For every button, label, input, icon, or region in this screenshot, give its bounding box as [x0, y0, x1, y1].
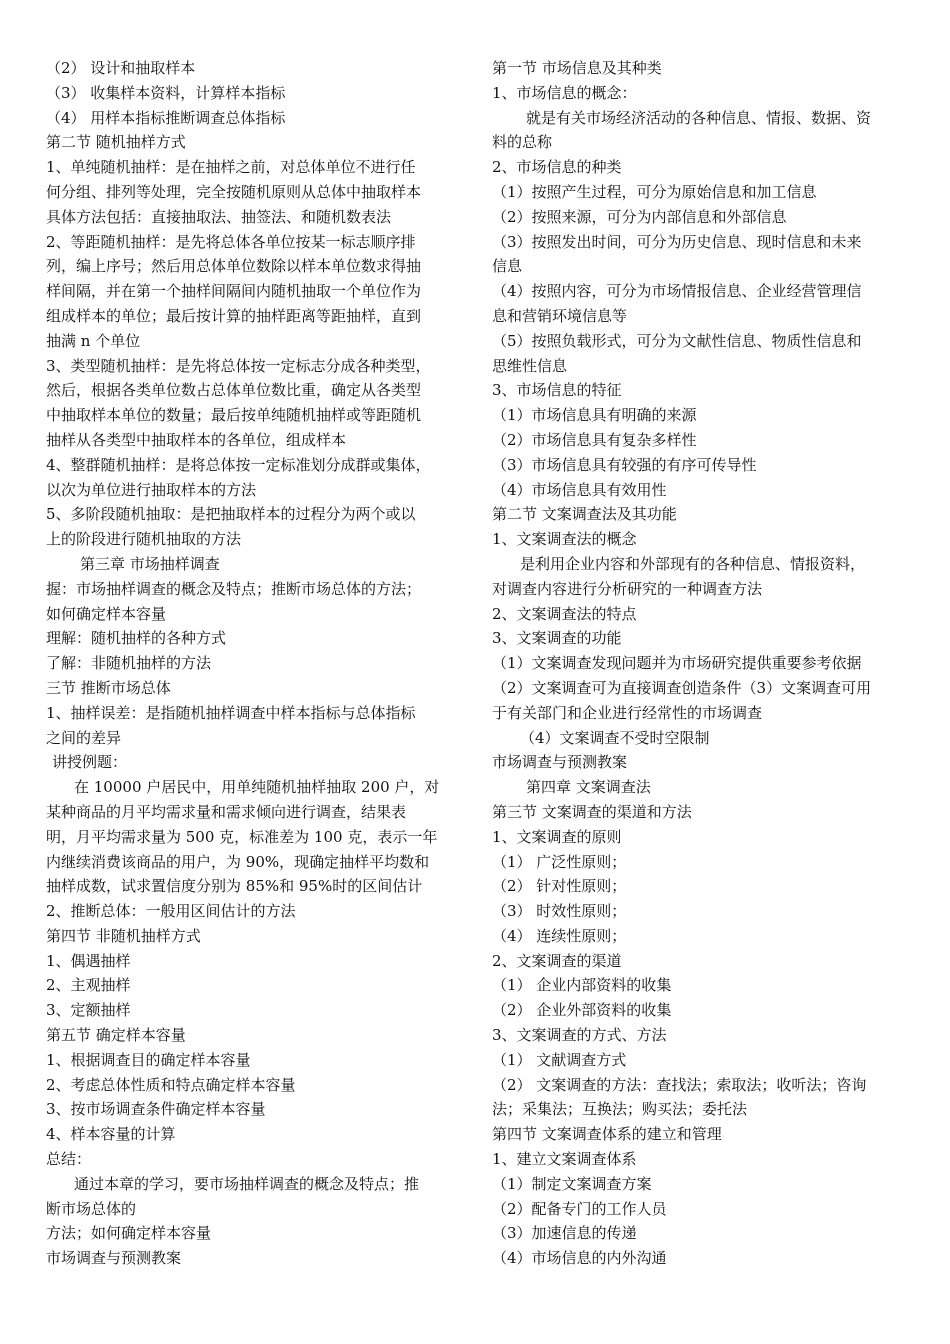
text-line: 了解：非随机抽样的方法	[46, 654, 212, 673]
text-line: （2）配备专门的工作人员	[492, 1199, 667, 1218]
text-line: 5、多阶段随机抽取：是把抽取样本的过程分为两个或以	[46, 505, 416, 524]
text-line: 之间的差异	[46, 728, 122, 747]
text-line: （2） 设计和抽取样本	[46, 59, 196, 77]
text-line: 1、抽样误差：是指随机抽样调查中样本指标与总体指标	[46, 703, 416, 722]
text-line: 抽样成数，试求置信度分别为 85%和 95%时的区间估计	[46, 877, 423, 896]
text-line: 具体方法包括：直接抽取法、抽签法、和随机数表法	[46, 207, 392, 226]
text-line: 第三节 文案调查的渠道和方法	[492, 802, 692, 821]
left-column	[46, 56, 462, 1271]
text-line: （4）市场信息具有效用性	[492, 480, 667, 499]
text-line: （1）制定文案调查方案	[492, 1174, 652, 1193]
text-line: 中抽取样本单位的数量；最后按单纯随机抽样或等距随机	[46, 406, 422, 425]
text-line: 是利用企业内容和外部现有的各种信息、情报资料，	[520, 554, 866, 573]
text-line: 某种商品的月平均需求量和需求倾向进行调查，结果表	[46, 802, 407, 821]
text-line: 明，月平均需求量为 500 克，标准差为 100 克，表示一年	[46, 827, 438, 846]
text-line: 1、文案调查法的概念	[492, 530, 637, 549]
text-line: （4）按照内容，可分为市场情报信息、企业经营管理信	[492, 282, 862, 301]
text-line: 2、市场信息的种类	[492, 158, 622, 177]
text-line: 上的阶段进行随机抽取的方法	[46, 530, 242, 549]
text-line: 2、考虑总体性质和特点确定样本容量	[46, 1075, 296, 1094]
text-line: （1）文案调查发现问题并为市场研究提供重要参考依据	[492, 654, 862, 673]
text-line: 第四节 非随机抽样方式	[46, 926, 201, 945]
text-line: 样间隔，并在第一个抽样间隔间内随机抽取一个单位作为	[46, 282, 422, 301]
text-line: （2） 文案调查的方法：查找法；索取法；收听法；咨询	[492, 1075, 867, 1094]
text-line: 信息	[492, 257, 523, 276]
text-line: 讲授例题：	[52, 753, 128, 772]
text-line: 1、市场信息的概念：	[492, 83, 637, 102]
text-line: （1） 广泛性原则；	[492, 852, 627, 871]
text-line: （3）市场信息具有较强的有序可传导性	[492, 455, 757, 474]
text-line: 3、文案调查的功能	[492, 629, 622, 648]
text-line: 3、市场信息的特征	[492, 381, 622, 400]
text-line: 三节 推断市场总体	[46, 678, 171, 697]
text-line: （2）按照来源，可分为内部信息和外部信息	[492, 207, 787, 226]
text-line: （2） 针对性原则；	[492, 877, 627, 896]
text-line: 第二节 文案调查法及其功能	[492, 505, 677, 524]
text-line: 4、整群随机抽样：是将总体按一定标准划分成群或集体，	[46, 455, 431, 474]
text-line: 列，编上序号；然后用总体单位数除以样本单位数求得抽	[46, 257, 422, 276]
text-line: 3、类型随机抽样：是先将总体按一定标志分成各种类型，	[46, 356, 431, 375]
text-line: （3） 时效性原则；	[492, 902, 627, 921]
text-line: 以次为单位进行抽取样本的方法	[46, 480, 257, 499]
text-line: （4） 用样本指标推断调查总体指标	[46, 108, 286, 127]
text-line: （1） 企业内部资料的收集	[492, 976, 672, 995]
text-line: 1、偶遇抽样	[46, 951, 131, 970]
text-line: 如何确定样本容量	[46, 604, 167, 623]
text-line: （5）按照负载形式，可分为文献性信息、物质性信息和	[492, 331, 862, 350]
text-line: 1、建立文案调查体系	[492, 1150, 637, 1169]
text-line: （3）按照发出时间，可分为历史信息、现时信息和未来	[492, 232, 862, 251]
text-line: 断市场总体的	[46, 1199, 137, 1218]
text-line: 思维性信息	[492, 356, 568, 375]
text-line: 4、样本容量的计算	[46, 1125, 176, 1144]
text-line: 于有关部门和企业进行经常性的市场调查	[492, 703, 763, 722]
text-line: 抽满 n 个单位	[46, 331, 141, 350]
text-line: （1） 文献调查方式	[492, 1050, 627, 1069]
text-line: 在 10000 户居民中，用单纯随机抽样抽取 200 户，对	[74, 778, 440, 797]
text-line: 法；采集法；互换法；购买法；委托法	[492, 1100, 748, 1119]
text-line: （4） 连续性原则；	[492, 926, 627, 945]
text-line: 握：市场抽样调查的概念及特点；推断市场总体的方法；	[46, 579, 422, 598]
text-line: 然后，根据各类单位数占总体单位数比重，确定从各类型	[46, 381, 422, 400]
text-line: 第四节 文案调查体系的建立和管理	[492, 1125, 722, 1144]
text-line: 就是有关市场经济活动的各种信息、情报、数据、资	[526, 108, 872, 127]
text-line: 3、文案调查的方式、方法	[492, 1026, 667, 1045]
text-line: 2、推断总体：一般用区间估计的方法	[46, 902, 296, 921]
text-line: 3、定额抽样	[46, 1001, 131, 1020]
text-line: 通过本章的学习，要市场抽样调查的概念及特点；推	[74, 1174, 420, 1193]
text-line: 2、等距随机抽样：是先将总体各单位按某一标志顺序排	[46, 232, 416, 251]
text-line: 对调查内容进行分析研究的一种调查方法	[492, 579, 763, 598]
text-line: 2、文案调查法的特点	[492, 604, 637, 623]
text-line: 料的总称	[492, 133, 553, 152]
text-line: 组成样本的单位；最后按计算的抽样距离等距抽样，直到	[46, 306, 422, 325]
text-line: 何分组、排列等处理，完全按随机原则从总体中抽取样本	[46, 182, 422, 201]
text-line: 2、主观抽样	[46, 976, 131, 995]
text-line: 总结：	[46, 1150, 92, 1169]
text-line: 第一节 市场信息及其种类	[492, 59, 662, 77]
text-line: （3）加速信息的传递	[492, 1224, 637, 1243]
text-line: 市场调查与预测教案	[46, 1249, 182, 1268]
text-line: （1）市场信息具有明确的来源	[492, 406, 697, 425]
text-line: （2）文案调查可为直接调查创造条件（3）文案调查可用	[492, 678, 872, 697]
text-line: （4）市场信息的内外沟通	[492, 1249, 667, 1268]
text-line: 市场调查与预测教案	[492, 753, 628, 772]
text-line: 抽样从各类型中抽取样本的各单位，组成样本	[46, 430, 347, 449]
text-line: （4）文案调查不受时空限制	[520, 728, 710, 747]
text-line: 第五节 确定样本容量	[46, 1026, 186, 1045]
text-line: 1、文案调查的原则	[492, 827, 622, 846]
text-line: 1、单纯随机抽样：是在抽样之前，对总体单位不进行任	[46, 158, 416, 177]
right-column	[492, 56, 912, 1271]
text-line: （2） 企业外部资料的收集	[492, 1001, 672, 1020]
text-line: 1、根据调查目的确定样本容量	[46, 1050, 251, 1069]
text-line: （1）按照产生过程，可分为原始信息和加工信息	[492, 182, 817, 201]
text-line: 第三章 市场抽样调查	[80, 554, 220, 573]
text-line: 第四章 文案调查法	[526, 778, 651, 797]
text-line: 内继续消费该商品的用户，为 90%，现确定抽样平均数和	[46, 852, 430, 871]
text-line: 方法；如何确定样本容量	[46, 1224, 212, 1243]
text-line: 理解：随机抽样的各种方式	[46, 629, 227, 648]
text-line: 第二节 随机抽样方式	[46, 133, 186, 152]
text-line: 2、文案调查的渠道	[492, 951, 622, 970]
text-line: （2）市场信息具有复杂多样性	[492, 430, 697, 449]
text-line: （3） 收集样本资料，计算样本指标	[46, 83, 286, 102]
text-line: 息和营销环境信息等	[492, 306, 628, 325]
text-line: 3、按市场调查条件确定样本容量	[46, 1100, 266, 1119]
